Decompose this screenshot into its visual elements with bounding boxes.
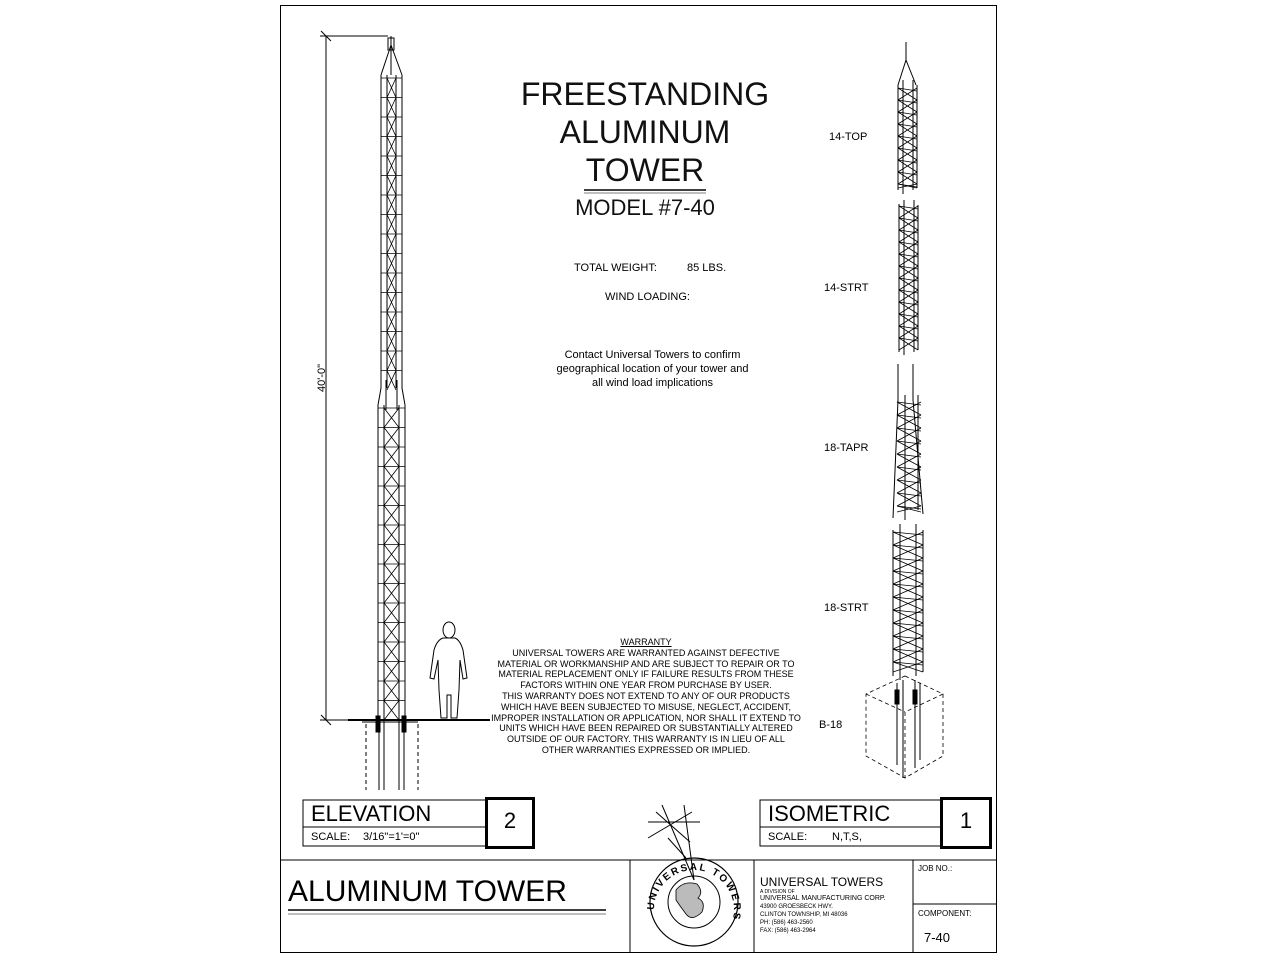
- section-label-18-strt: 18-STRT: [824, 602, 869, 614]
- isometric-scale-value: N,T,S,: [832, 831, 862, 843]
- total-weight-value: 85 LBS.: [687, 262, 727, 274]
- lattice-brace: [893, 532, 923, 535]
- lattice-brace: [897, 506, 921, 509]
- warranty-line: OUTSIDE OF OUR FACTORY. THIS WARRANTY IS IN LIEU OF ALL: [507, 734, 785, 745]
- isometric-scale-label: SCALE:: [768, 831, 808, 843]
- isometric-view-number: 1: [940, 797, 992, 849]
- model-number: MODEL #7-40: [575, 195, 715, 220]
- component-label: COMPONENT:: [918, 909, 972, 918]
- job-number-label: JOB NO.:: [918, 864, 953, 873]
- lattice-brace: [893, 584, 923, 587]
- warranty-block: [485, 637, 807, 756]
- ground-and-foundation: [348, 716, 490, 790]
- drawing-title: ALUMINUM TOWER: [288, 875, 567, 908]
- warranty-line: FACTORS WITHIN ONE YEAR FROM PURCHASE BY USER.: [520, 680, 772, 691]
- warranty-line: UNITS WHICH HAVE BEEN REPAIRED OR SUBSTANTIALLY ALTERED: [499, 723, 793, 734]
- contact-note-line-1: Contact Universal Towers to confirm: [564, 349, 741, 361]
- fax-number: FAX: (586) 463-2964: [760, 928, 816, 934]
- contact-note-line-3: all wind load implications: [591, 377, 714, 389]
- warranty-line: THIS WARRANTY DOES NOT EXTEND TO ANY OF OUR PRODUCTS: [502, 690, 790, 701]
- title-line-3: TOWER: [585, 152, 705, 188]
- universal-towers-logo: [648, 805, 738, 946]
- warranty-line: IMPROPER INSTALLATION OR APPLICATION, NOR SHALL IT EXTEND TO: [491, 712, 801, 723]
- title-line-1: FREESTANDING: [520, 76, 770, 112]
- warranty-line: OTHER WARRANTIES EXPRESSED OR IMPLIED.: [541, 744, 751, 755]
- division-prefix: A DIVISION OF: [760, 889, 795, 895]
- section-label-14-strt: 14-STRT: [824, 282, 869, 294]
- company-name: UNIVERSAL TOWERS: [760, 875, 884, 889]
- elevation-scale-label: SCALE:: [311, 831, 351, 843]
- lattice-brace: [893, 571, 923, 574]
- lattice-brace: [893, 623, 923, 626]
- lattice-brace: [893, 597, 923, 600]
- elevation-view-label: ELEVATION: [311, 801, 432, 826]
- wind-loading-label: WIND LOADING:: [605, 291, 690, 303]
- section-label-b-18: B-18: [819, 719, 843, 731]
- address-line-2: CLINTON TOWNSHIP, MI 48036: [760, 912, 848, 918]
- lattice-brace: [893, 636, 923, 639]
- warranty-line: MATERIAL OR WORKMANSHIP AND ARE SUBJECT TO REPAIR OR TO: [497, 658, 795, 669]
- lattice-brace: [893, 558, 923, 561]
- component-value: 7-40: [924, 930, 951, 945]
- lattice-brace: [893, 610, 923, 613]
- elevation-tower: [378, 36, 405, 720]
- section-label-14-top: 14-TOP: [829, 131, 868, 143]
- contact-note-line-2: geographical location of your tower and: [556, 363, 749, 375]
- elevation-scale-value: 3/16"=1'=0": [363, 831, 420, 843]
- phone-number: PH: (586) 463-2560: [760, 920, 813, 926]
- warranty-line: WHICH HAVE BEEN SUBJECTED TO MISUSE, NEGLECT, ACCIDENT,: [500, 701, 792, 712]
- division-name: UNIVERSAL MANUFACTURING CORP.: [760, 895, 886, 902]
- isometric-tower-sections: [893, 42, 923, 778]
- title-line-2: ALUMINUM: [559, 114, 731, 150]
- section-label-18-tapr: 18-TAPR: [824, 442, 869, 454]
- logo-text: UNIVERSAL TOWERS: [645, 861, 743, 922]
- warranty-heading: WARRANTY: [620, 637, 672, 647]
- lattice-brace: [893, 545, 923, 548]
- isometric-view-label: ISOMETRIC: [768, 801, 891, 826]
- human-scale-figure: [430, 622, 467, 718]
- total-weight-label: TOTAL WEIGHT:: [574, 262, 657, 274]
- elevation-view-number: 2: [485, 797, 535, 849]
- warranty-line: MATERIAL REPLACEMENT ONLY IF FAILURE RESULTS FROM THESE: [498, 669, 794, 680]
- lattice-brace: [893, 649, 923, 652]
- address-line-1: 43900 GROESBECK HWY.: [760, 904, 833, 910]
- isometric-foundation: [866, 676, 943, 778]
- height-dimension-text: 40'-0": [316, 363, 328, 393]
- warranty-line: UNIVERSAL TOWERS ARE WARRANTED AGAINST DEFECTIVE: [512, 647, 780, 658]
